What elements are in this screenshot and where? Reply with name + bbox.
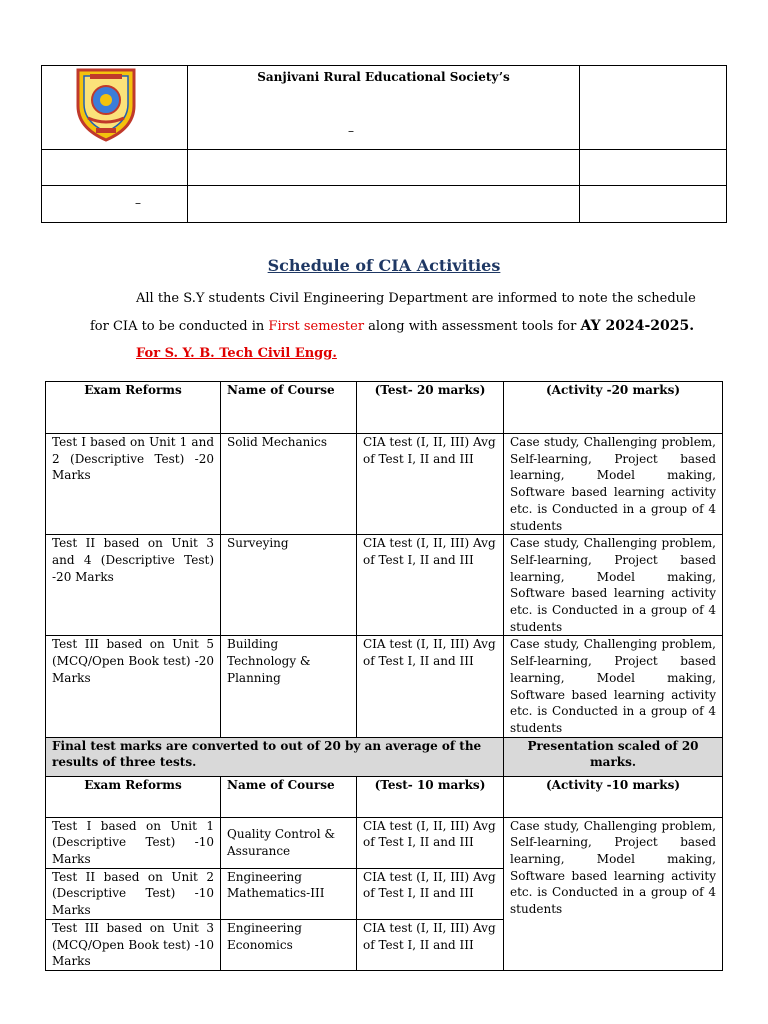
header-cell: Name of Course xyxy=(221,776,357,817)
course-cell: Solid Mechanics xyxy=(221,434,357,535)
header-dash: – xyxy=(135,196,141,210)
header-cell: (Test- 10 marks) xyxy=(357,776,504,817)
header-cell: Exam Reforms xyxy=(46,776,221,817)
sub-heading: For S. Y. B. Tech Civil Engg. xyxy=(136,346,337,361)
exam-reform-cell: Test II based on Unit 3 and 4 (Descriptive Test) -20 Marks xyxy=(46,535,221,636)
document-header xyxy=(41,65,727,223)
table-header-row xyxy=(46,382,723,434)
activity-cell: Case study, Challenging problem, Self-learning, Project based learning, Model making, Software based learning activity etc. is Conducted in a group of 4 students xyxy=(504,817,723,970)
header-cell xyxy=(580,150,727,186)
exam-reform-cell: Test I based on Unit 1 and 2 (Descriptive Test) -20 Marks xyxy=(46,434,221,535)
test-cell: CIA test (I, II, III) Avg of Test I, II and III xyxy=(357,636,504,737)
header-cell: Exam Reforms xyxy=(46,382,221,434)
test-cell: CIA test (I, II, III) Avg of Test I, II and III xyxy=(357,817,504,868)
exam-reform-cell: Test III based on Unit 5 (MCQ/Open Book test) -20 Marks xyxy=(46,636,221,737)
header-right-cell xyxy=(580,66,727,150)
test-cell: CIA test (I, II, III) Avg of Test I, II and III xyxy=(357,434,504,535)
logo-cell xyxy=(42,66,188,150)
table-row xyxy=(46,535,723,636)
intro-text: for CIA to be conducted in xyxy=(90,319,269,334)
activity-cell: Case study, Challenging problem, Self-learning, Project based learning, Model making, Software based learning activity etc. is Conducted in a group of 4 students xyxy=(504,636,723,737)
exam-reform-cell: Test II based on Unit 2 (Descriptive Test) -10 Marks xyxy=(46,868,221,919)
page-title: Schedule of CIA Activities xyxy=(267,256,501,275)
summary-right: Presentation scaled of 20 marks. xyxy=(504,737,723,776)
test-cell: CIA test (I, II, III) Avg of Test I, II and III xyxy=(357,535,504,636)
header-cell: (Test- 20 marks) xyxy=(357,382,504,434)
header-cell xyxy=(580,186,727,223)
table-row xyxy=(46,817,723,868)
exam-reform-cell: Test I based on Unit 1 (Descriptive Test) -10 Marks xyxy=(46,817,221,868)
activity-cell: Case study, Challenging problem, Self-learning, Project based learning, Model making, Software based learning activity etc. is Conducted in a group of 4 students xyxy=(504,434,723,535)
exam-reform-cell: Test III based on Unit 3 (MCQ/Open Book test) -10 Marks xyxy=(46,919,221,970)
course-cell: Engineering Mathematics-III xyxy=(221,868,357,919)
course-cell: Building Technology & Planning xyxy=(221,636,357,737)
intro-line-1: All the S.Y students Civil Engineering Department are informed to note the schedule xyxy=(136,291,696,306)
college-crest-logo xyxy=(70,66,142,142)
header-cell: Name of Course xyxy=(221,382,357,434)
course-cell: Engineering Economics xyxy=(221,919,357,970)
summary-row xyxy=(46,737,723,776)
course-cell: Surveying xyxy=(221,535,357,636)
intro-text: along with assessment tools for xyxy=(364,319,581,334)
table-header-row xyxy=(46,776,723,817)
header-cell: (Activity -20 marks) xyxy=(504,382,723,434)
header-cell: (Activity -10 marks) xyxy=(504,776,723,817)
test-cell: CIA test (I, II, III) Avg of Test I, II and III xyxy=(357,919,504,970)
semester-highlight: First semester xyxy=(268,319,365,334)
header-cell xyxy=(188,186,580,223)
cia-schedule-table xyxy=(45,381,723,971)
activity-cell: Case study, Challenging problem, Self-learning, Project based learning, Model making, Software based learning activity etc. is Conducted in a group of 4 students xyxy=(504,535,723,636)
header-cell xyxy=(42,186,188,223)
intro-line-2 xyxy=(90,313,694,340)
header-dash: – xyxy=(348,124,354,138)
course-cell: Quality Control & Assurance xyxy=(221,817,357,868)
table-row xyxy=(46,434,723,535)
society-name: Sanjivani Rural Educational Society’s xyxy=(257,70,510,84)
header-title-cell xyxy=(188,66,580,150)
header-cell xyxy=(188,150,580,186)
header-cell xyxy=(42,150,188,186)
test-cell: CIA test (I, II, III) Avg of Test I, II and III xyxy=(357,868,504,919)
academic-year: AY 2024-2025. xyxy=(580,318,695,334)
summary-left: Final test marks are converted to out of 20 by an average of the results of three tests. xyxy=(46,737,504,776)
table-row xyxy=(46,636,723,737)
